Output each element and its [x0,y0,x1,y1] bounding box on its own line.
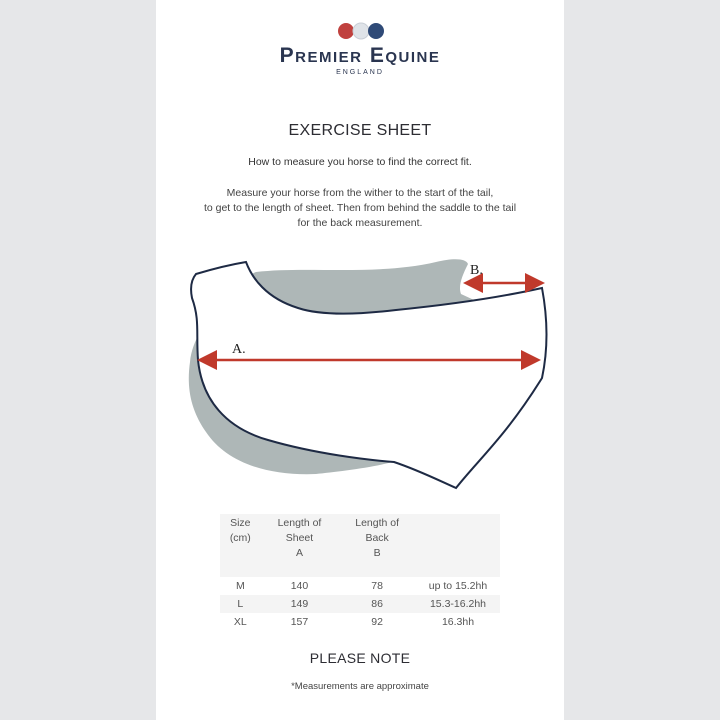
cell-length-sheet: 149 [261,595,339,613]
cell-height: up to 15.2hh [428,580,488,592]
instruction-line: Measure your horse from the wither to the start of the tail, [226,187,494,199]
logo-dot-white [353,23,369,39]
product-sheet [156,0,564,720]
header-length-sheet: Length of Sheet A [261,514,339,577]
cell-size: L [220,595,261,613]
table-header-row [220,514,500,577]
logo-dot-red [338,23,354,39]
header-height [416,514,500,577]
cell-length-back: 92 [371,616,383,628]
table-row [220,577,500,595]
cell-size: M [235,580,245,592]
measuring-instructions [176,186,544,231]
logo-dot-blue [368,23,384,39]
cell-length-back: 78 [371,580,383,592]
brand-logo-dots [336,22,386,40]
header-length-back: Length of Back B [338,514,416,577]
table-row [220,613,500,631]
label-a: A. [232,342,246,357]
exercise-sheet-diagram [156,250,564,500]
cell-length-sheet: 140 [290,580,309,592]
page-subtitle: How to measure you horse to find the correct fit. [248,156,472,168]
size-table [220,514,500,631]
brand-name: Premier Equine [279,44,441,67]
cell-height: 16.3hh [441,616,475,628]
header-size: Size (cm) [220,514,261,577]
cell-length-sheet: 157 [290,616,309,628]
note-text: *Measurements are approximate [291,681,429,692]
brand-location: ENGLAND [336,69,384,76]
note-title: PLEASE NOTE [309,650,411,666]
label-b: B. [470,263,483,278]
page-title: EXERCISE SHEET [288,122,432,139]
instruction-line: to get to the length of sheet. Then from behind the saddle to the tail [203,202,517,214]
cell-size: XL [233,616,247,628]
table-row [220,595,500,613]
cell-height: 15.3-16.2hh [416,595,500,613]
cell-length-back: 86 [338,595,416,613]
instruction-line: for the back measurement. [297,217,423,229]
